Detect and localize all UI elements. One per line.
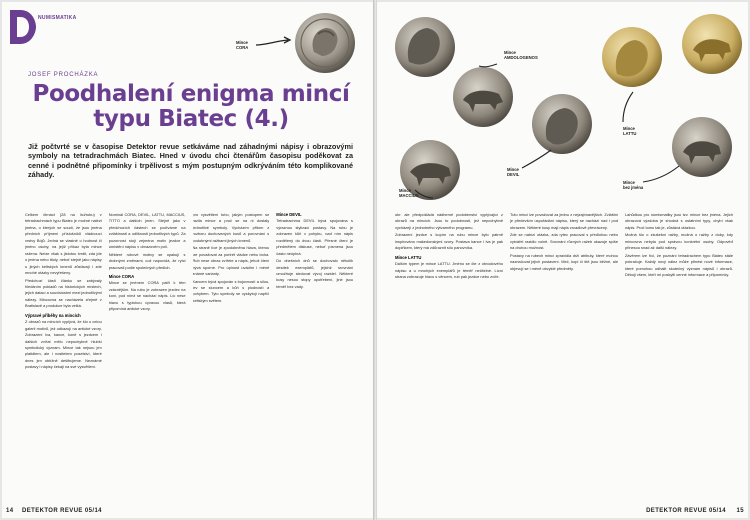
page-number: 15 bbox=[736, 508, 744, 514]
coin-amdologenos-reverse bbox=[453, 67, 513, 127]
column-heading: Mince LATTU bbox=[395, 254, 422, 260]
coin-lattu-obverse bbox=[602, 27, 662, 87]
paragraph: Možná šlo o zkušební ražby, možná o ražby z doby, kdy mincovna nebyla pod správou konkrétní osoby. Odpověď přinesou snad až další nálezy. bbox=[625, 232, 733, 251]
paragraph: Zobrazení jezdce s kopím na rubu mince bylo patrně inspirováno makedonskými vzory. Postava kance i lva je pak doplňkem, který má zdůraznit sílu panovníka. bbox=[395, 232, 503, 251]
paragraph: Mince se jménem CORA patří k těm vzácnějším. Na rubu je zobrazen jezdec na koni, pod nímž se nachází nápis. Líc nese hlavu s typickou úpravou vlasů, která připomíná antické vzory. bbox=[108, 280, 186, 312]
coin-devil-obverse bbox=[532, 94, 592, 154]
paragraph: Dalším typem je mince LATTU. Jméno se čte z obvodového nápisu a u mnohých exemplářů je téměř nečitelné. Lícní strana zobrazuje hlavu s věncem, rub pak jezdce nebo zvíře. bbox=[395, 261, 503, 280]
text-column bbox=[276, 212, 353, 502]
caption-bez-jmena: Mince bez jména bbox=[623, 180, 644, 190]
paragraph: Z obrazů na mincích vyplývá, že šlo o celou galerii motivů, jež odkazují na antické vzory. Zobrazení lva, kance, koně s jezdcem i dalších zvířat mělo nepochybně hlubší symbolický význam. Mince tak nejsou jen platidlem, ale i nositelem poselství, které dnes jen obtížně dešifrujeme. Neznámé postavy i nápisy čekají na své vysvětlení. bbox=[25, 319, 102, 370]
right-text-columns bbox=[395, 212, 733, 502]
magazine-logo-d-icon bbox=[8, 8, 38, 46]
paragraph: obr. ale předpokládá nádherné podobenství vyplývající z obrazů na mincích. Jsou to podobnosti, jež nepochybně vycházejí z jednotného výtvarného programu. bbox=[395, 212, 503, 230]
paragraph: Kancem bývá spojován s bojovností a silou, lev se sluncem a kůň s plodností a pohybem. Tyto symboly se vyskytují napříč keltským světem. bbox=[192, 278, 270, 303]
right-page-footer bbox=[377, 505, 748, 518]
article-title: Poodhalení enigma mincí typu Biatec (4.) bbox=[32, 81, 350, 132]
paragraph: Předchozí části článku se zabývaly hledáním pokladů na historických místech, jejich datací a souvislostmi mezi jednotlivými nálezy. Mincovna se nacházela zřejmě v Bratislavě a produkce byla velká. bbox=[25, 277, 102, 309]
paragraph: Celkem čtrnáct (28 na líci/rubu) v tetradrachmách typu Biatec je možné nalézt jména, o kterých se soudí, že jsou jména předních příjmení příslušníků vládnoucí vrstvy Bójů. Jedná se vlastně o hodnost či jméno osoby, na jejíž příkaz byla mince ražena. Nelze však s jistotou tvrdit, zda jde o jména nebo tituly, neboť stejně jako nápisy u jiných keltských kmenů zůstávají i zde mnohé otázky nevyřešeny. bbox=[25, 212, 102, 276]
column-heading: Výpravé příběhy na mincích bbox=[25, 312, 81, 318]
article-lead: Již počtvrté se v časopise Detektor revue setkáváme nad záhadnými nápisy i obrazovými symboly na tetradrachmách Biatec. Hned v úvodu chci čtenářům časopisu poděkovat za cenné i podnětné připomínky i trpělivost s mým postupným odkrýváním této komplikované záhady. bbox=[28, 142, 353, 180]
author-name: JOSEF PROCHÁZKA bbox=[28, 72, 99, 78]
footer-text: DETEKTOR REVUE 05/14 bbox=[646, 508, 726, 514]
text-column bbox=[25, 212, 102, 502]
arrow-icon bbox=[254, 36, 292, 48]
paragraph: Nominál CORA, DEVIL, LATTU, MACCIUS, TITTO a dalších jmen. Stejně jako v předchozích částech se podíváme na zvláštnosti a odlišnosti jednotlivých typů. Za pozornost stojí zejména motiv jezdce a umístění nápisu v obrazovém poli. bbox=[108, 212, 186, 250]
left-page-footer bbox=[2, 505, 373, 518]
text-column bbox=[193, 212, 270, 502]
section-label: NUMISMATIKA bbox=[38, 15, 77, 21]
right-page bbox=[377, 2, 748, 518]
column-heading: Mince DEVIL bbox=[276, 212, 302, 217]
coin-cora-image bbox=[294, 12, 356, 74]
paragraph: Závěrem lze říci, že poznání tetradrachem typu Biatec stále pokračuje. Každý nový nález může přinést nové informace, které pomohou odhalit skutečný význam nápisů i obrazů. Děkuji všem, kteří mi poskytli cenné informace a připomínky. bbox=[625, 252, 733, 278]
column-heading: Mince CORA bbox=[108, 274, 135, 280]
paragraph: Lahůdkou pro numismatiky jsou tzv. mince bez jména. Jejich obrazová výzdoba je shodná s ostatními typy, chybí však nápis. Proč tomu tak je, zůstává otázkou. bbox=[625, 212, 733, 230]
left-page bbox=[2, 2, 373, 518]
footer-text: DETEKTOR REVUE 05/14 bbox=[22, 508, 102, 514]
caption-maccius: Mince MACCIUS bbox=[399, 188, 419, 198]
caption-cora: Mince CORA bbox=[236, 40, 249, 50]
paragraph: Zde se nabízí otázka, zda rytec pracoval s předlohou nebo vytvářel razidlo volně. Srovnání různých ražeb ukazuje spíše na druhou možnost. bbox=[510, 232, 618, 251]
paragraph: Postavy na rubech mincí zpravidla drží atributy, které mohou naznačovat jejich postavení. Meč, kopí či štít jsou běžné, ale objevují se i méně obvyklé předměty. bbox=[510, 252, 618, 271]
text-column bbox=[109, 212, 186, 502]
text-column bbox=[510, 212, 618, 502]
left-text-columns bbox=[25, 212, 353, 502]
paragraph: Tetradrachma DEVIL bývá spojována s výraznou stylizací postavy. Na rubu je zobrazen kůň v pohybu, nad ním nápis rozdělený do dvou částí. Přesné čtení je předmětem diskuse, neboť písmena jsou často neúplná. bbox=[276, 218, 353, 256]
paragraph: Některé rubové motivy se opakují s drobnými změnami, což napovídá, že rytci pracovali podle společných předloh. bbox=[108, 251, 186, 270]
caption-devil: Mince DEVIL bbox=[507, 167, 520, 177]
page-number: 14 bbox=[6, 508, 14, 514]
paragraph: Na straně líce je zpodobněna hlava, kterou lze považovat za portrét vládce nebo boha. Rub nese obraz zvířete a nápis, jehož čtení bývá sporné. Pro úplnost uvádím i méně známé varianty. bbox=[192, 245, 270, 277]
text-column bbox=[625, 212, 733, 502]
caption-amdologenos: Mince AMDOLOGENOS bbox=[504, 50, 538, 60]
paragraph: Tuto minci lze považovat za jednu z nejzajímavějších. Zvláštní je především uspořádání nápisu, který se nachází nad i pod obrazem. Některé kusy mají nápis zrcadlově převrácený. bbox=[510, 212, 618, 230]
text-column bbox=[395, 212, 503, 502]
paragraph: Do dnešních dnů se dochovalo několik desítek exemplářů, jejichž srovnání umožňuje sledovat vývoj razidel. Některé kusy nesou stopy opotřebení, jiné jsou téměř bez vady. bbox=[276, 258, 353, 289]
caption-lattu: Mince LATTU bbox=[623, 126, 637, 136]
coin-bez-jmena-reverse bbox=[672, 117, 732, 177]
coin-lattu-reverse bbox=[682, 14, 742, 74]
coin-amdologenos-obverse bbox=[395, 17, 455, 77]
coin-photo-collage bbox=[377, 2, 748, 217]
paragraph: pro vysvětlení toho, jakým postupem se razila mince a proč se na ni dostaly jednotlivé symboly. Vycházím přitom z rozboru dochovaných kusů a porovnání s podobnými ražbami jiných kmenů. bbox=[192, 212, 270, 243]
